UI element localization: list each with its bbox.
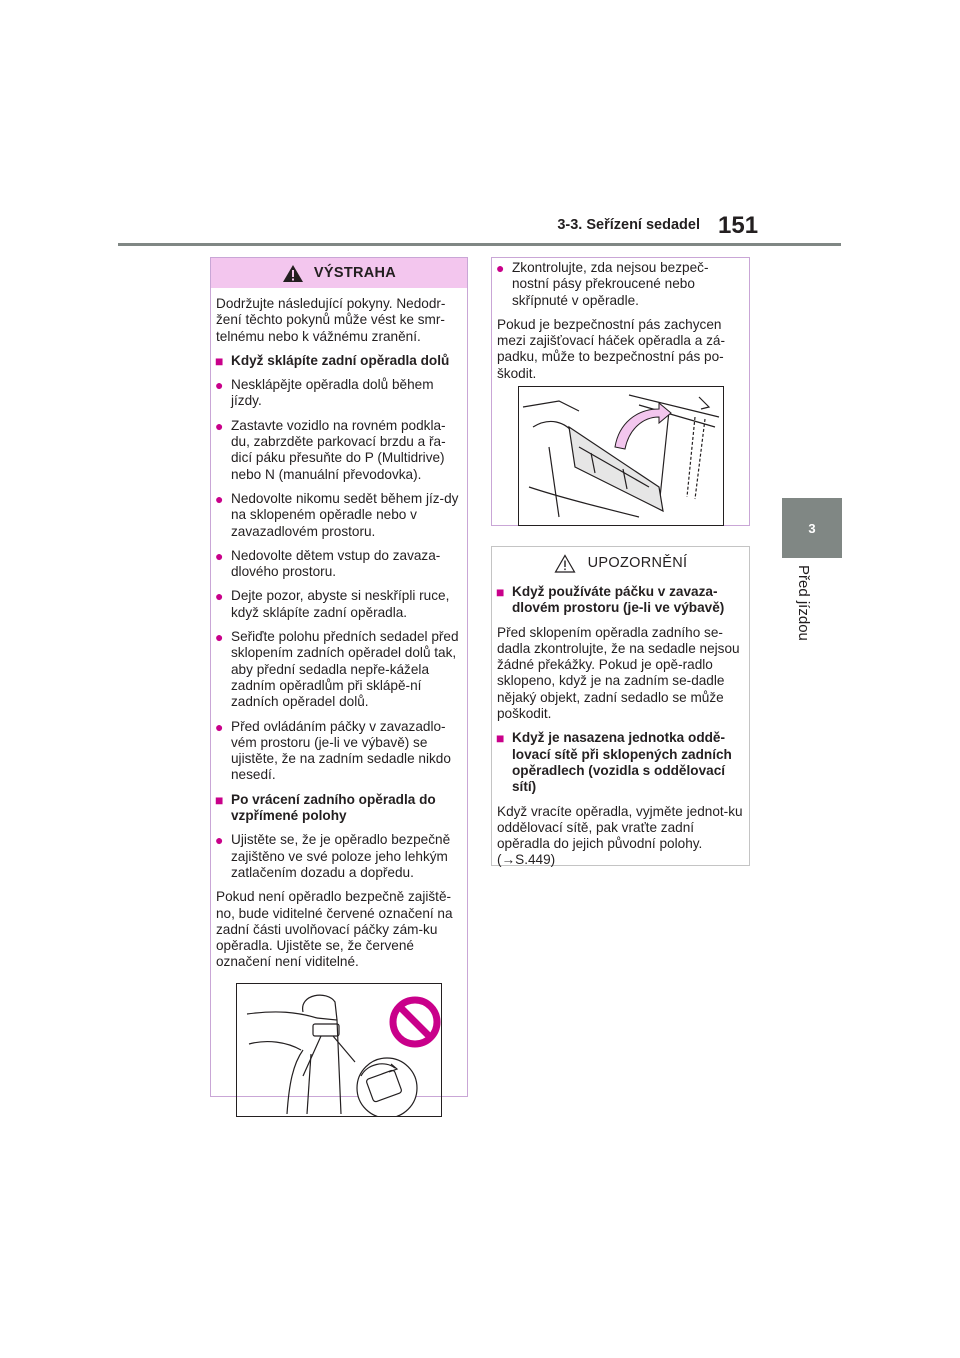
caution-section1-title: ■ Když používáte páčku v zavaza-dlovém prostoru (je-li ve výbavě)	[497, 584, 744, 617]
caution-heading: UPOZORNĚNÍ	[587, 555, 688, 571]
seat-latch-illustration	[519, 387, 723, 525]
caution-content	[492, 581, 749, 869]
warning-bullet: ● Nedovolte dětem vstup do zavaza-dlového prostoru.	[216, 548, 462, 581]
caution-triangle-outline-icon	[554, 554, 576, 573]
warning-bullet: ● Před ovládáním páčky v zavazadlo-vém prostoru (je-li ve výbavě) se ujistěte, že na zadním sedadle nikdo nesedí.	[216, 719, 462, 784]
warning-intro: Dodržujte následující pokyny. Nedodr-žení těchto pokynů může vést ke smr-telnému nebo k vážnému zranění.	[216, 296, 446, 344]
warning-continuation-content	[492, 258, 749, 526]
warning-continuation-box	[491, 257, 750, 526]
warning-triangle-icon	[282, 264, 304, 283]
warning-section2-title: ■ Po vrácení zadního opěradla do vzpřímené polohy	[216, 792, 462, 825]
seat-lever-illustration	[237, 984, 441, 1116]
seat-latch-figure	[518, 386, 724, 526]
warning-box	[210, 257, 468, 1097]
page-number: 151	[718, 212, 759, 239]
caution-section1-text: Před sklopením opěradla zadního se-dadla zkontrolujte, že na sedadle nejsou žádné překážky. Pokud je opě-radlo sklopeno, když je na zadním se-dadle nějaký objekt, zadní sedadlo se může poškodit.	[497, 624, 740, 722]
warning-bullet: ● Seřiďte polohu předních sedadel před sklopením zadních opěradel dolů tak, aby přední sedadla nepře-kážela zadním opěradlům při sklápě-ní zadních opěradel dolů.	[216, 629, 462, 710]
section-title: 3-3. Seřízení sedadel	[557, 217, 700, 233]
caution-section2-text: Když vracíte opěradla, vyjměte jednot-ku oddělovací sítě, pak vraťte zadní opěradla do jejich původní polohy. (→S.449)	[497, 803, 743, 868]
warning-bullet: ● Zastavte vozidlo na rovném podkla-du, zabrzděte parkovací brzdu a řa-dicí páku přesuňte do P (Multidrive) nebo N (manuální převodovka).	[216, 418, 462, 483]
warning-section1-title: ■ Když sklápíte zadní opěradla dolů	[216, 353, 462, 369]
header-rule	[118, 243, 841, 246]
warning-bullet: ● Zkontrolujte, zda nejsou bezpeč-nostní pásy překroucené nebo skřípnuté v opěradle.	[497, 260, 744, 309]
prohibited-sign-icon	[393, 1000, 437, 1044]
chapter-tab[interactable]: 3	[782, 498, 842, 558]
caution-header	[492, 547, 749, 579]
warning-bullet: ● Nesklápějte opěradla dolů během jízdy.	[216, 377, 462, 410]
warning-bullet: ● Ujistěte se, že je opěradlo bezpečně zajištěno ve své poloze jeho lehkým zatlačením dozadu a dopředu.	[216, 832, 462, 881]
caution-box	[491, 546, 750, 866]
chapter-label: Před jízdou	[795, 565, 812, 641]
seat-lever-figure	[236, 983, 442, 1117]
rotation-arrow-icon	[615, 403, 671, 449]
warning-bullet: ● Dejte pozor, abyste si neskřípli ruce, když sklápíte zadní opěradla.	[216, 588, 462, 621]
warning-content	[211, 288, 467, 1117]
warning-continuation-text: Pokud je bezpečnostní pás zachycen mezi zajišťovací háček opěradla a zá-padku, může to bezpečnostní pás po-škodit.	[497, 316, 725, 381]
caution-section2-title: ■ Když je nasazena jednotka oddě-lovací sítě při sklopených zadních opěradlech (vozidla s oddělovací sítí)	[497, 730, 744, 795]
warning-heading: VÝSTRAHA	[313, 265, 397, 281]
warning-section2-text: Pokud není opěradlo bezpečně zajiště-no, bude viditelné červené označení na zadní části uvolňovací páčky zám-ku opěradla. Ujistěte se, že červené označení není viditelné.	[216, 889, 453, 970]
warning-bullet: ● Nedovolte nikomu sedět během jíz-dy na sklopeném opěradle nebo v zavazadlovém prostoru.	[216, 491, 462, 540]
warning-header	[211, 258, 467, 288]
